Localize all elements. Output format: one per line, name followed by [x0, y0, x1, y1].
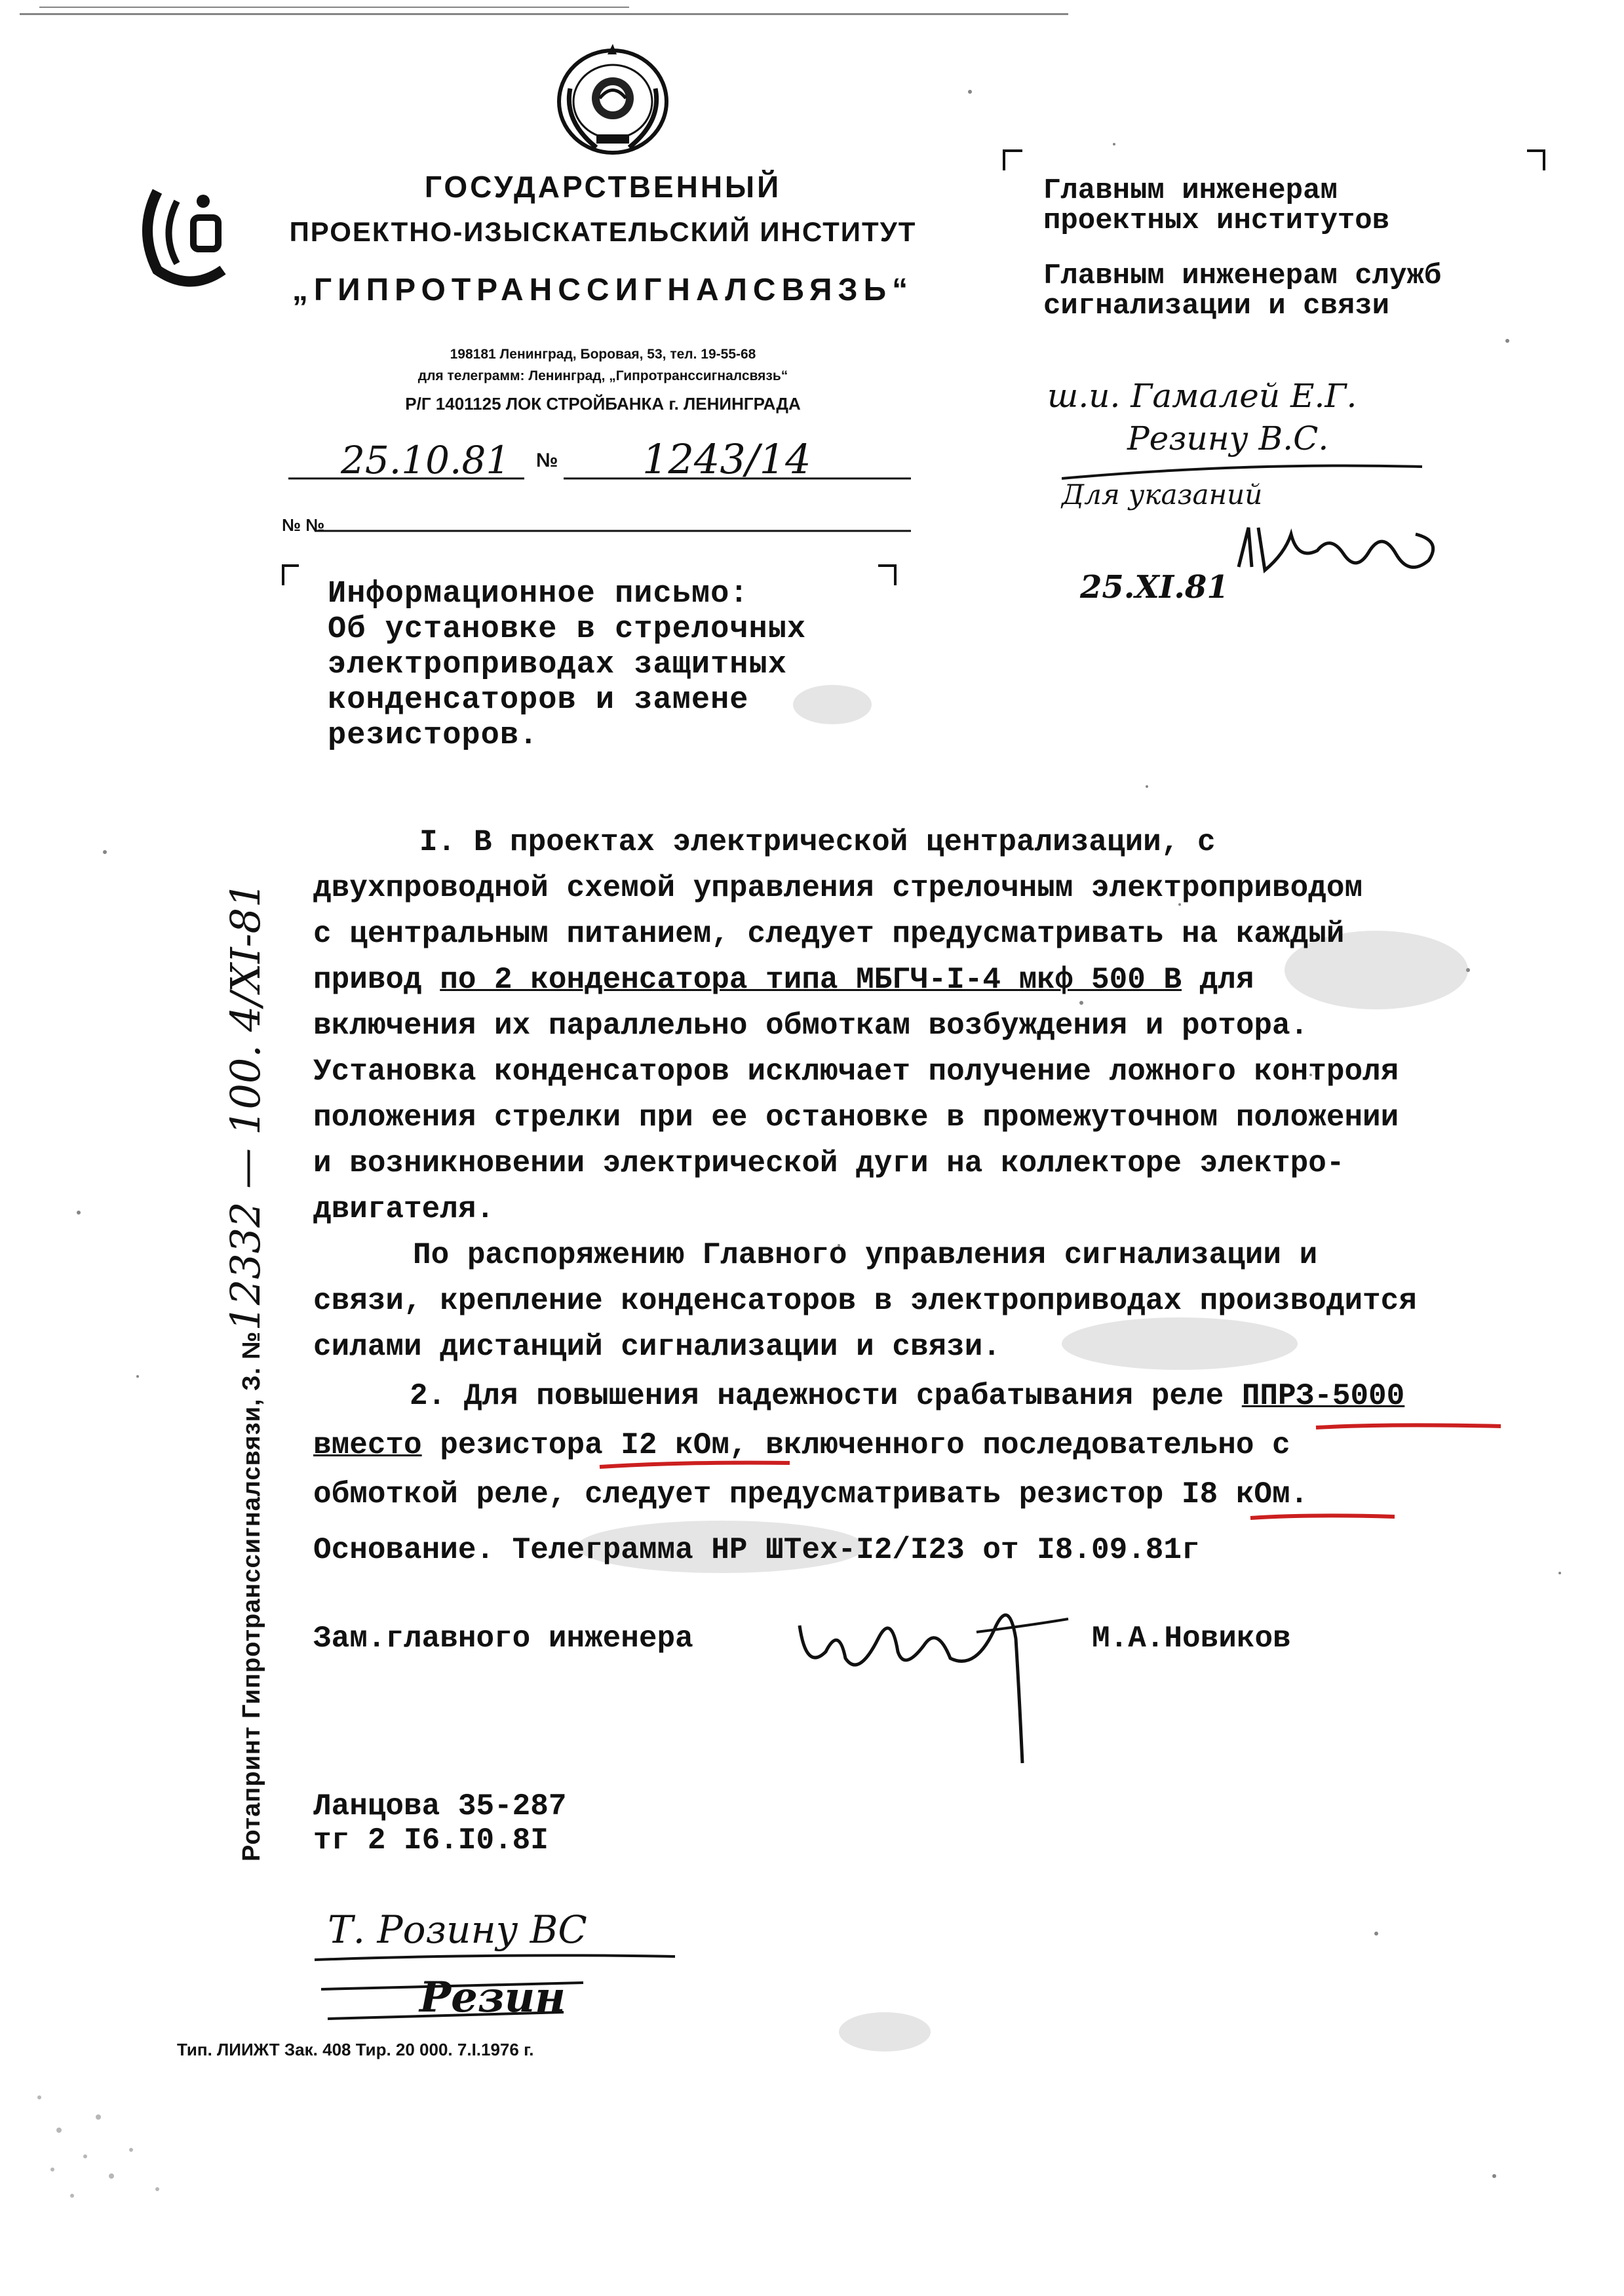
old-resistor-value: I2 кОм,: [621, 1428, 748, 1462]
new-resistor-value: I8 кОм.: [1182, 1477, 1309, 1511]
p2-line-2: связи, крепление конденсаторов в электроприводах производится: [313, 1284, 1417, 1318]
basis-line: Основание. Телеграмма НР ШТех-I2/I23 от I8.09.81г: [313, 1533, 1200, 1567]
addressee-project-institutes: Главным инженерам проектных институтов: [1043, 174, 1390, 237]
annotation-date: 25.XI.81: [1080, 569, 1229, 606]
institute-description: ПРОЕКТНО-ИЗЫСКАТЕЛЬСКИЙ ИНСТИТУТ: [289, 216, 917, 247]
p3-line-2d: включенного последовательно с: [747, 1428, 1290, 1462]
visa-line-1: Т. Розину ВС: [328, 1907, 587, 1952]
margin-print: Ротапринт Гипротранссигналсвязи, З. №: [238, 1331, 265, 1861]
p3-line-2b: резистора: [421, 1428, 621, 1462]
visa-line-2: Резин: [419, 1973, 566, 2022]
p3-line-1a: 2. Для повышения надежности срабатывания реле: [410, 1379, 1242, 1413]
handwritten-annotation-3: Для указаний: [1062, 478, 1263, 511]
institute-address: 198181 Ленинград, Боровая, 53, тел. 19-55-68: [450, 347, 756, 362]
margin-registration: [222, 882, 269, 1861]
institute-bank: Р/Г 1401125 ЛОК СТРОЙБАНКА г. ЛЕНИНГРАДА: [405, 394, 801, 414]
letter-subject: Информационное письмо: Об установке в стрелочных электроприводах защитных конденсаторов и замене резисторов.: [328, 577, 807, 753]
number-sign: №: [536, 450, 558, 471]
p1-line-2: двухпроводной схемой управления стрелочным электроприводом: [313, 871, 1363, 905]
handwritten-annotation-2: Резину В.С.: [1127, 419, 1329, 457]
signer-title: Зам.главного инженера: [313, 1622, 693, 1656]
margin-handwritten: 12332 — 100. 4/XI-81: [222, 882, 269, 1331]
institute-telegraph: для телеграмм: Ленинград, „Гипротранссигналсвязь“: [417, 368, 788, 383]
executor-line: Ланцова 35-287: [313, 1789, 567, 1823]
p2-line-3: силами дистанций сигнализации и связи.: [313, 1330, 1001, 1364]
p3-line-3a: обмоткой реле, следует предусматривать резистор: [313, 1477, 1182, 1511]
p1-line-3: с центральным питанием, следует предусматривать на каждый: [313, 917, 1345, 951]
executor-date: тг 2 I6.I0.8I: [313, 1823, 549, 1858]
handwritten-annotation-1: ш.и. Гамалей Е.Г.: [1047, 377, 1357, 415]
relay-type: ППРЗ-5000: [1241, 1379, 1405, 1413]
signer-name: М.А.Новиков: [1092, 1622, 1291, 1656]
p1-line-5: включения их параллельно обмоткам возбуждения и ротора.: [313, 1009, 1309, 1043]
letter-date: 25.10.81: [341, 438, 511, 482]
p1-line-8: и возникновении электрической дуги на коллекторе электро-: [313, 1146, 1345, 1180]
p3-line-2a: вместо: [313, 1428, 422, 1462]
ref-number-label: № №: [282, 515, 325, 535]
addressee-signal-services: Главным инженерам служб сигнализации и связи: [1043, 260, 1442, 322]
p1-line-1: I. В проектах электрической централизации, с: [419, 825, 1216, 859]
p2-line-1: По распоряжению Главного управления сигнализации и: [413, 1238, 1318, 1272]
p1-line-4c: для: [1182, 963, 1254, 997]
institute-type: ГОСУДАРСТВЕННЫЙ: [424, 170, 782, 204]
p1-line-4a: привод: [313, 963, 440, 997]
p1-line-6: Установка конденсаторов исключает получение ложного контроля: [313, 1055, 1399, 1089]
signer-signature: [780, 1586, 1081, 1770]
letter-number: 1243/14: [642, 435, 811, 483]
print-imprint: Тип. ЛИИЖТ Зак. 408 Тир. 20 000. 7.I.1976 г.: [177, 2040, 534, 2059]
institute-name: „ГИПРОТРАНССИГНАЛСВЯЗЬ“: [292, 273, 914, 307]
p1-line-7: положения стрелки при ее остановке в промежуточном положении: [313, 1100, 1399, 1135]
p1-line-9: двигателя.: [313, 1192, 495, 1226]
capacitor-spec: по 2 конденсатора типа МБГЧ-I-4 мкф 500 В: [440, 963, 1182, 997]
